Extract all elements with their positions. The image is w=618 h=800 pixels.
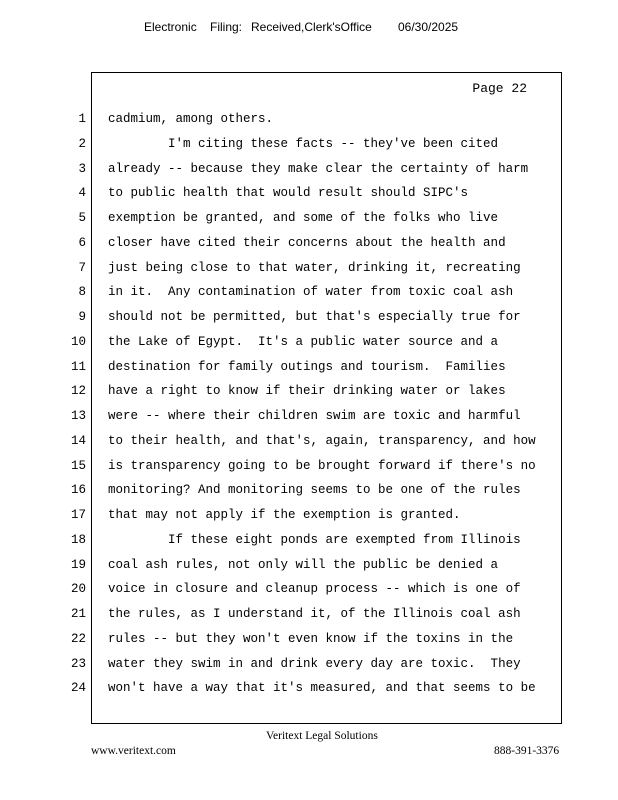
transcript-line: water they swim in and drink every day are toxic. They <box>108 656 521 671</box>
transcript-line: closer have cited their concerns about the health and <box>108 235 506 250</box>
line-number: 20 <box>70 582 86 597</box>
transcript-page-frame <box>91 72 562 724</box>
transcript-line: that may not apply if the exemption is granted. <box>108 508 461 522</box>
line-number: 3 <box>78 161 86 176</box>
line-number: 21 <box>70 607 86 621</box>
line-number: 15 <box>70 458 86 473</box>
transcript-line: just being close to that water, drinking it, recreating <box>108 260 521 275</box>
transcript-line: voice in closure and cleanup process -- which is one of <box>108 582 521 597</box>
page-label: Page 22 <box>472 81 527 96</box>
line-number: 23 <box>70 656 86 671</box>
transcript-line: already -- because they make clear the certainty of harm <box>108 161 529 176</box>
footer-company: Veritext Legal Solutions <box>266 730 378 742</box>
transcript-line: have a right to know if their drinking water or lakes <box>108 384 506 399</box>
line-number: 1 <box>78 112 86 126</box>
line-number: 5 <box>78 211 86 225</box>
transcript-line: I'm citing these facts -- they've been cited <box>108 136 499 151</box>
transcript-line: should not be permitted, but that's especially true for <box>108 310 521 324</box>
transcript-line: to their health, and that's, again, transparency, and how <box>108 433 536 448</box>
line-number: 24 <box>70 681 86 696</box>
transcript-line: is transparency going to be brought forward if there's no <box>108 458 536 473</box>
header-received: Received,Clerk'sOffice <box>251 20 372 34</box>
transcript-line: in it. Any contamination of water from toxic coal ash <box>108 285 514 300</box>
line-number: 4 <box>78 186 86 201</box>
line-number: 2 <box>78 136 86 151</box>
header-date: 06/30/2025 <box>398 20 459 34</box>
line-number: 12 <box>70 384 86 399</box>
line-number: 11 <box>70 359 86 374</box>
line-number: 16 <box>70 483 86 498</box>
transcript-line: were -- where their children swim are toxic and harmful <box>108 409 521 423</box>
header-filing: Filing: <box>210 20 243 34</box>
transcript-line: If these eight ponds are exempted from Illinois <box>108 532 521 547</box>
transcript-line: the Lake of Egypt. It's a public water source and a <box>108 334 499 349</box>
line-number: 13 <box>70 409 86 423</box>
line-number: 17 <box>70 508 86 522</box>
line-number: 18 <box>70 532 86 547</box>
transcript-line: rules -- but they won't even know if the toxins in the <box>108 631 514 646</box>
line-number: 9 <box>78 310 86 324</box>
transcript-line: destination for family outings and tourism. Families <box>108 359 506 374</box>
footer-website: www.veritext.com <box>91 745 176 757</box>
line-number: 7 <box>78 260 86 275</box>
line-number: 6 <box>78 235 86 250</box>
line-number: 8 <box>78 285 86 300</box>
transcript-line: cadmium, among others. <box>108 112 274 126</box>
transcript-line: to public health that would result should SIPC's <box>108 186 469 201</box>
line-number: 22 <box>70 631 86 646</box>
line-number: 10 <box>70 334 86 349</box>
transcript-line: the rules, as I understand it, of the Illinois coal ash <box>108 607 521 621</box>
transcript-line: monitoring? And monitoring seems to be one of the rules <box>108 483 521 498</box>
line-number: 19 <box>70 557 86 572</box>
transcript-line: coal ash rules, not only will the public be denied a <box>108 557 499 572</box>
transcript-line: won't have a way that it's measured, and that seems to be <box>108 681 536 696</box>
footer-phone: 888-391-3376 <box>494 745 560 757</box>
transcript-line: exemption be granted, and some of the folks who live <box>108 211 499 225</box>
header-electronic: Electronic <box>144 20 197 34</box>
line-number: 14 <box>70 433 86 448</box>
